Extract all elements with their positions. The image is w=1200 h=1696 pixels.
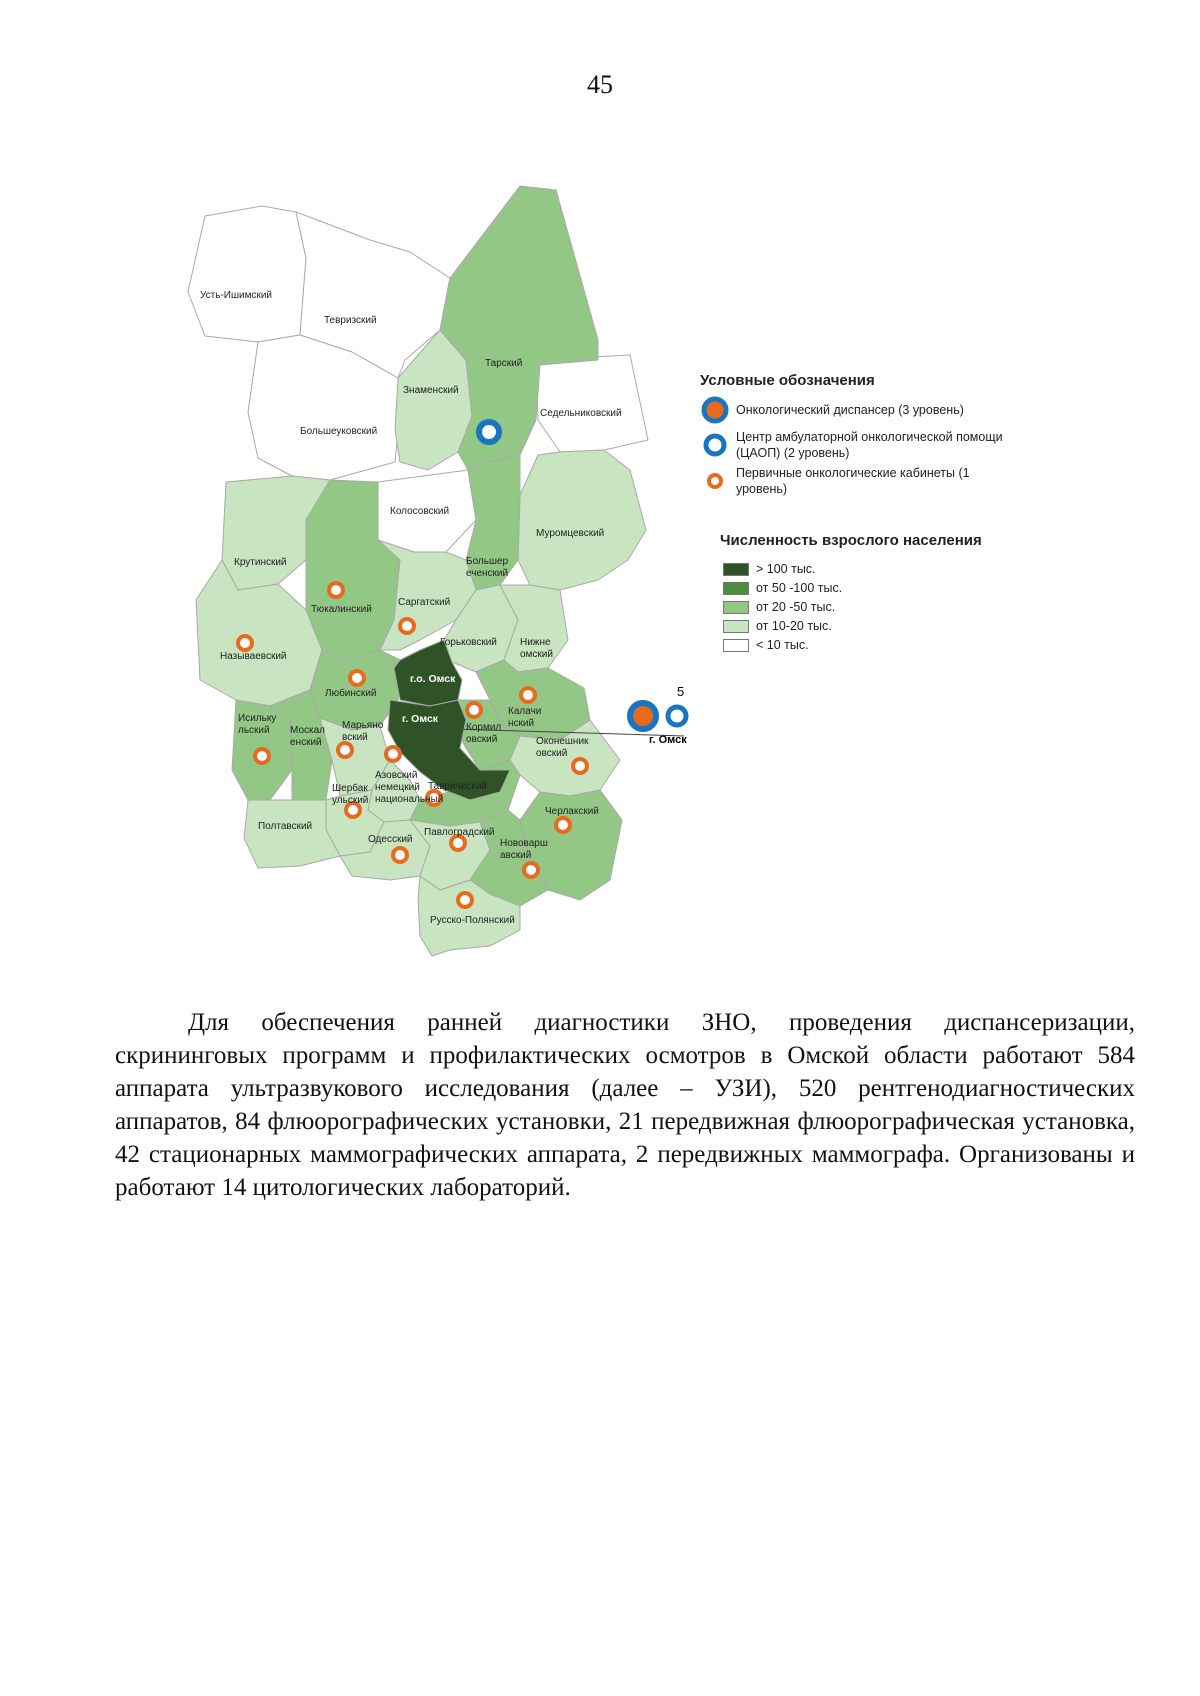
label-krutinsky: Крутинский <box>234 557 287 568</box>
label-muromtsevsky: Муромцевский <box>536 528 605 539</box>
population-class-10-20 <box>723 618 1020 634</box>
label-tarsky: Тарский <box>485 358 523 369</box>
legend-item-caop <box>700 429 1020 461</box>
population-class-label: от 50 -100 тыс. <box>756 581 843 595</box>
swatch-over-100 <box>723 563 749 576</box>
cabinet-marker-sargatsky <box>400 619 414 633</box>
population-class-label: < 10 тыс. <box>756 638 809 652</box>
label-sherbakulsky: Шербак ульский <box>332 783 369 806</box>
body-paragraph: Для обеспечения ранней диагностики ЗНО, проведения диспансеризации, скрининговых программ и профилактических осмотров в Омской области работают 584 аппарата ультразвукового исследования (далее – УЗИ), 520 рентгенодиагностических аппаратов, 84 флюорографических установки, 21 передвижная флюорографическая установка, 42 стационарных маммографических аппарата, 2 передвижных маммографа. Организованы и работают 14 цитологических лабораторий. <box>115 1009 1135 1201</box>
label-cherlaksky: Черлакский <box>545 806 599 817</box>
caop-icon <box>700 430 730 460</box>
label-kalachinsky: Калачи нский <box>508 706 542 729</box>
population-class-label: > 100 тыс. <box>756 562 816 576</box>
map-legend <box>700 372 1020 656</box>
caop-marker-omsk <box>668 707 686 725</box>
population-class-label: от 10-20 тыс. <box>756 619 832 633</box>
label-gorkovsky: Горьковский <box>440 637 497 648</box>
swatch-10-20 <box>723 620 749 633</box>
label-kolosovsky: Колосовский <box>390 506 450 517</box>
label-tavrichesky: Таврический <box>428 781 487 792</box>
district-sedelnikovsky <box>536 355 648 452</box>
legend-item-label: Центр амбулаторной онкологической помощи (ЦАОП) (2 уровень) <box>736 430 1003 460</box>
label-bolsheukovsky: Большеуковский <box>300 426 378 437</box>
cabinet-marker-okoneshnikovsky <box>573 759 587 773</box>
label-tevrizsky: Тевризский <box>324 315 377 326</box>
cabinet-marker-russko-polyansky <box>458 893 472 907</box>
omsk-callout-city: г. Омск <box>649 734 687 746</box>
label-odessky: Одесский <box>368 834 413 845</box>
label-poltavsky: Полтавский <box>258 821 313 832</box>
omsk-callout <box>627 684 707 754</box>
cabinet-marker-nazyvaevsky <box>238 636 252 650</box>
label-kormilovsky: Кормил овский <box>466 722 502 745</box>
legend-item-label: Первичные онкологические кабинеты (1 уровень) <box>736 466 970 496</box>
label-znamensky: Знаменский <box>403 385 459 396</box>
legend-item-label: Онкологический диспансер (3 уровень) <box>736 403 964 417</box>
label-omsk-city-district: г.о. Омск <box>410 673 456 685</box>
label-nazyvaevsky: Называевский <box>220 651 287 662</box>
cabinet-marker-moskalensky <box>338 743 352 757</box>
population-class-over-100 <box>723 561 1020 577</box>
district-ust-ishimsky <box>188 206 306 342</box>
label-lyubinsky: Любинский <box>325 688 377 699</box>
label-sargatsky: Саргатский <box>398 597 451 608</box>
cabinet-marker-tyukalinsky <box>329 583 343 597</box>
label-omsk-city: г. Омск <box>402 713 439 725</box>
swatch-20-50 <box>723 601 749 614</box>
cabinet-marker-kalachinsky <box>521 688 535 702</box>
page-number: 45 <box>587 70 613 99</box>
label-russko-polyansky: Русско-Полянский <box>430 915 515 926</box>
cabinet-marker-cherlaksky <box>556 818 570 832</box>
swatch-50-100 <box>723 582 749 595</box>
label-nizhneomsky: Нижне омский <box>520 637 553 660</box>
cabinet-marker-lyubinsky <box>350 671 364 685</box>
district-poltavsky <box>244 800 340 868</box>
label-okoneshnikovsky: Оконешник овский <box>536 736 589 759</box>
omsk-caop-count: 5 <box>677 684 685 699</box>
label-ust-ishimsky: Усть-Ишимский <box>200 290 273 301</box>
label-novovarshavsky: Нововарш авский <box>500 838 548 861</box>
label-sedelnikovsky: Седельниковский <box>540 408 622 419</box>
cabinet-marker-novovarshavsky <box>524 863 538 877</box>
population-legend-title: Численность взрослого населения <box>720 532 982 549</box>
population-class-20-50 <box>723 599 1020 615</box>
label-bolsherechensky: Большер еченский <box>466 556 509 579</box>
label-isilkulsky: Исильку льский <box>238 713 277 736</box>
cabinet-marker-odessky <box>393 848 407 862</box>
label-tyukalinsky: Тюкалинский <box>311 604 372 615</box>
label-maryanovsky: Марьяно вский <box>342 720 384 743</box>
district-muromtsevsky <box>518 450 646 590</box>
swatch-under-10 <box>723 639 749 652</box>
legend-item-cabinet <box>700 465 1020 497</box>
primary-cabinet-icon <box>700 466 730 496</box>
label-pavlogradsky: Павлоградский <box>424 827 495 838</box>
cabinet-marker-maryanovsky <box>386 747 400 761</box>
dispensary-icon <box>700 395 730 425</box>
population-class-label: от 20 -50 тыс. <box>756 600 836 614</box>
label-moskalensky: Москал енский <box>290 725 325 748</box>
population-class-under-10 <box>723 637 1020 653</box>
cabinet-marker-isilkulsky <box>255 749 269 763</box>
label-azovsky: Азовский немецкий национальный <box>375 770 444 805</box>
population-class-50-100 <box>723 580 1020 596</box>
dispensary-marker-omsk <box>630 703 656 729</box>
legend-title: Условные обозначения <box>700 372 875 389</box>
legend-item-dispensary <box>700 395 1020 425</box>
caop-marker-tara <box>479 422 499 442</box>
cabinet-marker-omsk-city <box>467 703 481 717</box>
